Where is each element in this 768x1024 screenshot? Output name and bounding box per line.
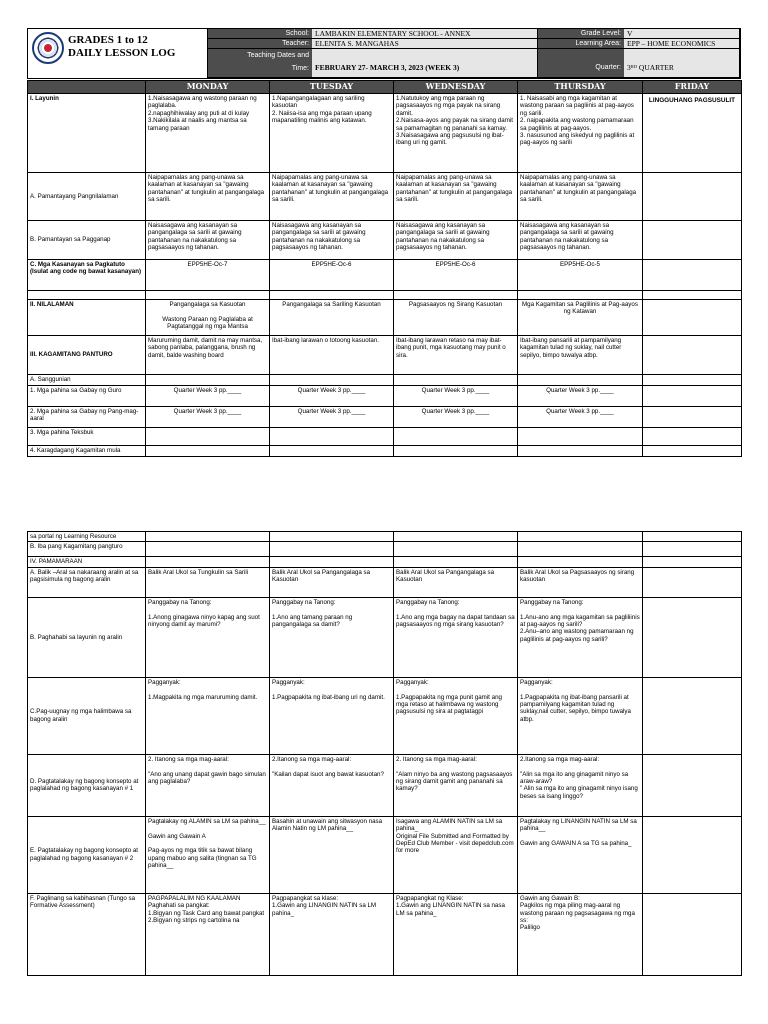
table-row <box>28 816 742 893</box>
cell-friday <box>643 754 742 816</box>
table-row <box>28 407 742 428</box>
table-row <box>28 173 742 221</box>
cell-wednesday <box>394 375 518 386</box>
cell-tuesday: 1.Napangangalagaan ang sariling kasuotan 2. Naiisa-isa ang mga paraan upang mapanatiling malinis ang katawan. <box>270 94 394 173</box>
cell-friday <box>643 893 742 975</box>
table-row <box>28 291 742 300</box>
cell-thursday: Naipapamalas ang pang-unawa sa kaalaman at kasanayan sa "gawaing pantahanan" at tungkulin at pangangalaga sa sarili. <box>518 173 643 221</box>
cell-friday <box>643 260 742 291</box>
document-title <box>68 34 175 60</box>
row-label: B. Iba pang Kagamitang pangturo <box>28 542 146 557</box>
cell-wednesday: Pagpapangkat ng Klase: 1.Gawin ang LINANGIN NATIN sa nasa LM sa pahina_ <box>394 893 518 975</box>
row-label: C.Pag-uugnay ng mga halimbawa sa bagong aralin <box>28 677 146 754</box>
cell-wednesday: EPP5HE-Oc-6 <box>394 260 518 291</box>
cell-monday <box>146 428 270 446</box>
cell-friday <box>643 567 742 597</box>
cell-tuesday: Quarter Week 3 pp.____ <box>270 386 394 407</box>
cell-friday <box>643 542 742 557</box>
cell-thursday: Pagtalakay ng LINANGIN NATIN sa LM sa pahina__ Gawin ang GAWAIN A sa TG sa pahina_ <box>518 816 643 893</box>
cell-monday: Pagtalakay ng ALAMIN sa LM sa pahina__ Gawin ang Gawain A Pag-ayos ng mga titik sa bawat bilang upang mabuo ang salita (tingnan sa TG pahina__ <box>146 816 270 893</box>
row-label: A. Pamantayang Pangnilalaman <box>28 173 146 221</box>
cell-monday: Pangangalaga sa Kasuotan Wastong Paraan ng Paglalaba at Pagtatanggal ng mga Mantsa <box>146 300 270 336</box>
cell-tuesday: Ibat-ibang larawan o totoong kasuotan. <box>270 336 394 375</box>
dates-label <box>208 49 312 78</box>
cell-friday <box>643 446 742 457</box>
cell-thursday: EPP5HE-Oc-5 <box>518 260 643 291</box>
cell-wednesday: 2. Itanong sa mga mag-aaral: "Alam ninyo ba ang wastong pagsasaayos ng sirang damit gamit ang pananahi sa kamay? <box>394 754 518 816</box>
corner-header <box>28 81 146 94</box>
cell-monday: PAGPAPALALIM NG KAALAMAN Paghahati sa pangkat: 1.Bigyan ng Task Card ang bawat pangkat 2.Bigyan ng strips ng cartolina na <box>146 893 270 975</box>
cell-wednesday: Quarter Week 3 pp.____ <box>394 386 518 407</box>
row-label: III. KAGAMITANG PANTURO <box>28 336 146 375</box>
grade-value: V <box>624 29 740 39</box>
row-label: 4. Karagdagang Kagamitan mula <box>28 446 146 457</box>
row-label: I. Layunin <box>28 94 146 173</box>
cell-thursday: Mga Kagamitan sa Paglilinis at Pag-aayos ng Katawan <box>518 300 643 336</box>
cell-thursday: 2.Itanong sa mga mag-aaral: "Alin sa mga ito ang ginagamit ninyo sa araw-araw? " Alin sa mga ito ang ginagamit ninyo isang beses sa isang linggo? <box>518 754 643 816</box>
cell-tuesday: Pagpapangkat sa klase: 1.Gawin ang LINANGIN NATIN sa LM pahina_ <box>270 893 394 975</box>
row-label: B. Pamantayan sa Pagganap <box>28 221 146 260</box>
cell-wednesday: Naipapamalas ang pang-unawa sa kaalaman at kasanayan sa "gawaing pantahanan" at tungkulin at pangangalaga sa sarili. <box>394 173 518 221</box>
cell-wednesday <box>394 557 518 567</box>
day-header-row <box>28 81 742 94</box>
cell-tuesday <box>270 428 394 446</box>
school-value: LAMBAKIN ELEMENTARY SCHOOL - ANNEX <box>312 29 538 39</box>
cell-monday <box>146 291 270 300</box>
table-row <box>28 221 742 260</box>
cell-friday <box>643 291 742 300</box>
cell-wednesday <box>394 428 518 446</box>
cell-monday: Quarter Week 3 pp.____ <box>146 407 270 428</box>
dates-label-line-1: Teaching Dates and <box>247 52 309 59</box>
cell-wednesday: 1.Natutukoy ang mga paraan ng pagsasaayos ng mga payak na sirang damit. 2.Naisasa-ayos ang payak na sirang damit sa pamamagitan ng pananahi sa kamay. 3.Naisasagawa ang pagsusulsi ng ibat-ibang uri ng gamit. <box>394 94 518 173</box>
row-label: A. Balik –Aral sa nakaraang aralin at sa pagsisimula ng bagong aralin <box>28 567 146 597</box>
day-header-wednesday: WEDNESDAY <box>394 81 518 94</box>
day-header-monday: MONDAY <box>146 81 270 94</box>
table-row <box>28 375 742 386</box>
cell-thursday: Pagganyak: 1.Pagpapakita ng ibat-ibang pansarili at pampamilyang kagamitan tulad ng suklay,nail cutter, sepilyo, bimpo tuwalya atbp. <box>518 677 643 754</box>
cell-monday: 2. Itanong sa mga mag-aaral: "Ano ang unang dapat gawin bago simulan ang paglalaba? <box>146 754 270 816</box>
cell-monday: EPP5HE-Oc-7 <box>146 260 270 291</box>
cell-friday <box>643 428 742 446</box>
cell-friday <box>643 375 742 386</box>
cell-thursday: 1. Naisasabi ang mga kagamitan at wastong paraan sa pagliinis at pag-aayos ng sarili. 2. naipapakita ang wastong pamamaraan sa paglilinis at pag-aayos. 3. nasusunod ang iskedyul ng paglilinis at pag-aayos ng sarili <box>518 94 643 173</box>
quarter-label: Quarter: <box>538 49 624 78</box>
cell-friday <box>643 407 742 428</box>
cell-tuesday: Quarter Week 3 pp.____ <box>270 407 394 428</box>
cell-tuesday: Naisasagawa ang kasanayan sa pangangalaga sa sarili at gawaing pantahanan na nakakatulong sa pagsasaayos ng tahanan. <box>270 221 394 260</box>
row-label: F. Paglinang sa kabihasnan (Tungo sa Formative Assessment) <box>28 893 146 975</box>
cell-thursday: Balik Aral Ukol sa Pagsasaayos ng sirang kasuotan <box>518 567 643 597</box>
cell-monday <box>146 532 270 542</box>
cell-wednesday: Balik Aral Ukol sa Pangangalaga sa Kasuotan <box>394 567 518 597</box>
table-row <box>28 260 742 291</box>
row-label: E. Pagtatalakay ng bagong konsepto at paglalahad ng bagong kasanayan # 2 <box>28 816 146 893</box>
table-row <box>28 336 742 375</box>
title-line-1: GRADES 1 to 12 <box>68 34 148 46</box>
table-row <box>28 300 742 336</box>
cell-monday: Naipapamalas ang pang-unawa sa kaalaman at kasanayan sa "gawaing pantahanan" at tungkulin at pangangalaga sa sarili. <box>146 173 270 221</box>
table-row <box>28 677 742 754</box>
cell-thursday <box>518 428 643 446</box>
cell-tuesday: 2.Itanong sa mga mag-aaral: "Kailan dapat isuot ang bawat kasuotan? <box>270 754 394 816</box>
cell-thursday: Quarter Week 3 pp.____ <box>518 407 643 428</box>
cell-friday <box>643 221 742 260</box>
school-label: School: <box>208 29 312 39</box>
table-row <box>28 893 742 975</box>
cell-monday: Quarter Week 3 pp.____ <box>146 386 270 407</box>
cell-monday: Naisasagawa ang kasanayan sa pangangalaga sa sarili at gawaing pantahanan na nakakatulong sa pagsasaayos ng tahanan. <box>146 221 270 260</box>
cell-friday <box>643 336 742 375</box>
cell-wednesday: Quarter Week 3 pp.____ <box>394 407 518 428</box>
cell-thursday <box>518 446 643 457</box>
grade-label: Grade Level: <box>538 29 624 39</box>
row-label: II. NILALAMAN <box>28 300 146 336</box>
cell-wednesday: Panggabay na Tanong: 1.Ano ang mga bagay na dapat tandaan sa pagsasaayos ng mga sirang kasuotan? <box>394 597 518 677</box>
cell-thursday: Panggabay na Tanong: 1.Anu-ano ang mga kagamitan sa pagliliinis at pag-aayos ng sarili? 2.Anu–ano ang wastong pamamaraan ng paglilinis at pag-aayos ng sarili? <box>518 597 643 677</box>
cell-thursday: Ibat-ibang pansarili at pampamilyang kagamitan tulad ng suklay, nail cutter sepilyo, bimpo tuwalya atbp. <box>518 336 643 375</box>
cell-tuesday <box>270 291 394 300</box>
cell-wednesday <box>394 532 518 542</box>
cell-wednesday: Naisasagawa ang kasanayan sa pangangalaga sa sarili at gawaing pantahanan na nakakatulong sa pagsasaayos ng tahanan. <box>394 221 518 260</box>
cell-wednesday: Isagawa ang ALAMIN NATIN sa LM sa pahina_ Original File Submitted and Formatted by DepEd Club Member - visit depedclub.com for more <box>394 816 518 893</box>
cell-monday <box>146 446 270 457</box>
cell-friday: LINGGUHANG PAGSUSULIT <box>643 94 742 173</box>
cell-friday <box>643 532 742 542</box>
cell-wednesday <box>394 542 518 557</box>
table-row <box>28 386 742 407</box>
header-title-block <box>28 29 208 78</box>
row-label: sa portal ng Learning Resource <box>28 532 146 542</box>
table-row <box>28 532 742 542</box>
cell-thursday <box>518 557 643 567</box>
table-1-body <box>28 94 742 457</box>
cell-tuesday <box>270 375 394 386</box>
table-row <box>28 597 742 677</box>
cell-friday <box>643 597 742 677</box>
row-label <box>28 291 146 300</box>
teacher-value: ELENITA S. MANGAHAS <box>312 39 538 49</box>
cell-friday <box>643 677 742 754</box>
day-header-friday: FRIDAY <box>643 81 742 94</box>
table-row <box>28 754 742 816</box>
row-label: A. Sanggunian <box>28 375 146 386</box>
cell-friday <box>643 386 742 407</box>
cell-friday <box>643 557 742 567</box>
lesson-table-1 <box>27 80 742 457</box>
cell-tuesday: EPP5HE-Oc-6 <box>270 260 394 291</box>
row-label: IV. PAMAMARAAN <box>28 557 146 567</box>
lesson-table-2 <box>27 531 742 976</box>
deped-seal-icon <box>32 32 64 64</box>
title-line-2: DAILY LESSON LOG <box>68 47 176 59</box>
cell-monday: Pagganyak: 1.Magpakita ng mga maruruming damit. <box>146 677 270 754</box>
lesson-log-page-2 <box>27 531 741 976</box>
cell-tuesday: Naipapamalas ang pang-unawa sa kaalaman at kasanayan sa "gawaing pantahanan" at tungkulin at pangangalaga sa sarili. <box>270 173 394 221</box>
cell-wednesday: Pagganyak: 1.Pagpapakita ng mga punit gamit ang mga retaso at halimbawa ng wastong pagsusulsi ng sira at pagtatagpi <box>394 677 518 754</box>
cell-tuesday: Pagganyak: 1.Pagpapakita ng ibat-ibang uri ng damit. <box>270 677 394 754</box>
cell-friday <box>643 816 742 893</box>
cell-tuesday <box>270 532 394 542</box>
cell-friday <box>643 173 742 221</box>
row-label: C. Mga Kasanayan sa Pagkatuto (Isulat ang code ng bawat kasanayan) <box>28 260 146 291</box>
cell-monday: Panggabay na Tanong: 1.Anong ginagawa ninyo kapag ang suot ninyong damit ay marumi? <box>146 597 270 677</box>
row-label: 1. Mga pahina sa Gabay ng Guro <box>28 386 146 407</box>
row-label: 3. Mga pahina Teksbuk <box>28 428 146 446</box>
cell-thursday: Quarter Week 3 pp.____ <box>518 386 643 407</box>
header-info-grid <box>208 29 740 78</box>
cell-thursday <box>518 542 643 557</box>
teacher-label: Teacher: <box>208 39 312 49</box>
dates-value: FEBRUARY 27- MARCH 3, 2023 (WEEK 3) <box>312 49 538 78</box>
cell-wednesday: Ibat-ibang larawan retaso na may ibat-ibang punit, mga kasuotang may punit o sira. <box>394 336 518 375</box>
row-label: B. Paghahabi sa layunin ng aralin <box>28 597 146 677</box>
day-header-thursday: THURSDAY <box>518 81 643 94</box>
cell-tuesday: Pangangalaga sa Sariling Kasuotan <box>270 300 394 336</box>
cell-wednesday <box>394 291 518 300</box>
cell-tuesday: Panggabay na Tanong: 1.Ano ang tamang paraan ng pangangalaga sa damit? <box>270 597 394 677</box>
lesson-log-page-1 <box>27 28 741 457</box>
table-row <box>28 94 742 173</box>
cell-tuesday <box>270 557 394 567</box>
cell-tuesday: Basahin at unawain ang sitwasyon nasa Alamin Natin ng LM pahina__ <box>270 816 394 893</box>
cell-monday: Balik Aral Ukol sa Tungkulin sa Sarili <box>146 567 270 597</box>
table-row <box>28 542 742 557</box>
cell-monday <box>146 375 270 386</box>
cell-monday: Maruruming damit, damit na may mantsa, sabong panlaba, palanggana, brush ng damit, balde washing board <box>146 336 270 375</box>
cell-wednesday <box>394 446 518 457</box>
area-value: EPP – HOME ECONOMICS <box>624 39 740 49</box>
cell-thursday: Gawin ang Gawain B: Pagkilos ng mga piling mag-aaral ng wastong paraan ng pagsasagawa ng mga ss: Paliligo <box>518 893 643 975</box>
header-block <box>27 28 741 79</box>
table-row <box>28 557 742 567</box>
quarter-value: 3ᴿᴰ QUARTER <box>624 49 740 78</box>
row-label: D. Pagtatalakay ng bagong konsepto at paglalahad ng bagong kasanayan # 1 <box>28 754 146 816</box>
row-label: 2. Mga pahina sa Gabay ng Pang-mag-aaral <box>28 407 146 428</box>
cell-thursday <box>518 375 643 386</box>
cell-monday <box>146 557 270 567</box>
cell-thursday <box>518 291 643 300</box>
cell-thursday: Naisasagawa ang kasanayan sa pangangalaga sa sarili at gawaing pantahanan na nakakatulong sa pagsasaayos ng tahanan. <box>518 221 643 260</box>
table-2-body <box>28 532 742 976</box>
cell-tuesday <box>270 446 394 457</box>
table-row <box>28 567 742 597</box>
cell-wednesday: Pagsasaayos ng Sirang Kasuotan <box>394 300 518 336</box>
cell-tuesday <box>270 542 394 557</box>
cell-tuesday: Balik Aral Ukol sa Pangangalaga sa Kasuotan <box>270 567 394 597</box>
cell-monday <box>146 542 270 557</box>
day-header-tuesday: TUESDAY <box>270 81 394 94</box>
cell-friday <box>643 300 742 336</box>
cell-monday: 1.Naisasagawa ang wastong paraan ng paglalaba. 2.napaghihiwalay ang puti at di kulay 3.Nakikilala at naalis ang mantsa sa tamang paraan <box>146 94 270 173</box>
dates-label-line-2: Time: <box>291 65 309 72</box>
area-label: Learning Area: <box>538 39 624 49</box>
table-row <box>28 428 742 446</box>
cell-thursday <box>518 532 643 542</box>
table-row <box>28 446 742 457</box>
